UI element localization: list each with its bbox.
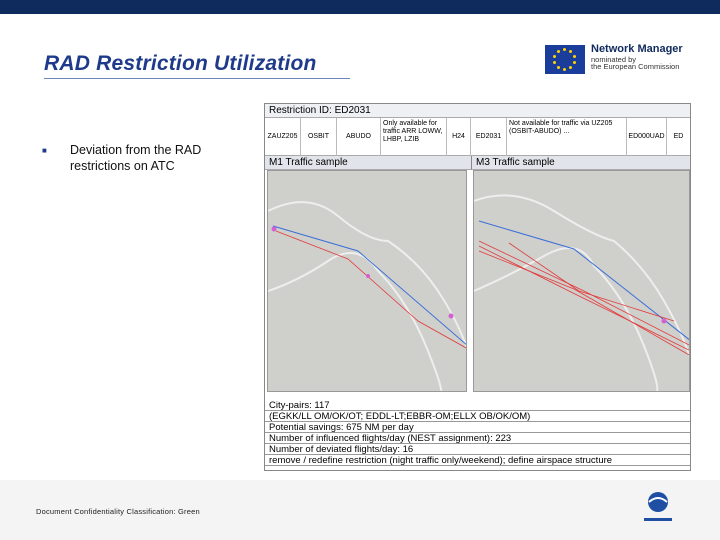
slide-title: RAD Restriction Utilization — [44, 52, 317, 75]
eurocontrol-logo-icon — [638, 488, 678, 526]
route-cell: Not available for traffic via UZ205 (OSBIT-ABUDO) ... — [507, 118, 627, 156]
restriction-figure — [264, 103, 691, 471]
map-title-m3: M3 Traffic sample — [471, 156, 690, 170]
route-cell: OSBIT — [301, 118, 337, 156]
stat-line: Number of influenced flights/day (NEST assignment): 223 — [265, 433, 690, 444]
stat-line: remove / redefine restriction (night traffic only/weekend); define airspace structure — [265, 455, 690, 466]
route-cell: ZAUZ205 — [265, 118, 301, 156]
bullet-text: Deviation from the RAD restrictions on ATC — [70, 143, 202, 173]
logo-name: Network Manager — [591, 43, 683, 55]
route-cell: ED — [673, 133, 684, 140]
restriction-id: Restriction ID: ED2031 — [265, 104, 690, 118]
traffic-map-m3 — [473, 170, 690, 392]
eu-flag-icon — [545, 45, 585, 74]
bullet-square-icon: ■ — [42, 146, 47, 155]
route-cell: ABUDO — [337, 118, 381, 156]
footer-classification: Document Confidentiality Classification: Green — [36, 507, 200, 516]
route-cell: ED2031 — [471, 118, 507, 156]
logo-line1: nominated by — [591, 54, 637, 64]
top-bar — [0, 0, 720, 14]
stat-line: City-pairs: 117 — [265, 400, 690, 411]
route-table-row — [265, 118, 690, 156]
route-cell: H24 — [447, 118, 471, 156]
network-manager-logo — [545, 44, 695, 76]
stat-line: Potential savings: 675 NM per day — [265, 422, 690, 433]
stat-line: Number of deviated flights/day: 16 — [265, 444, 690, 455]
stat-line: (EGKK/LL OM/OK/OT; EDDL-LT;EBBR-OM;ELLX OB/OK/OM) — [265, 411, 690, 422]
logo-line2: the European Commission — [591, 62, 680, 72]
map-title-m1: M1 Traffic sample — [265, 156, 471, 170]
route-cell: Only available for traffic ARR LOWW, LHBP, LZIB — [381, 118, 447, 156]
traffic-map-m1 — [267, 170, 467, 392]
title-underline — [44, 78, 350, 79]
route-cell: ED000UAD — [627, 118, 667, 156]
